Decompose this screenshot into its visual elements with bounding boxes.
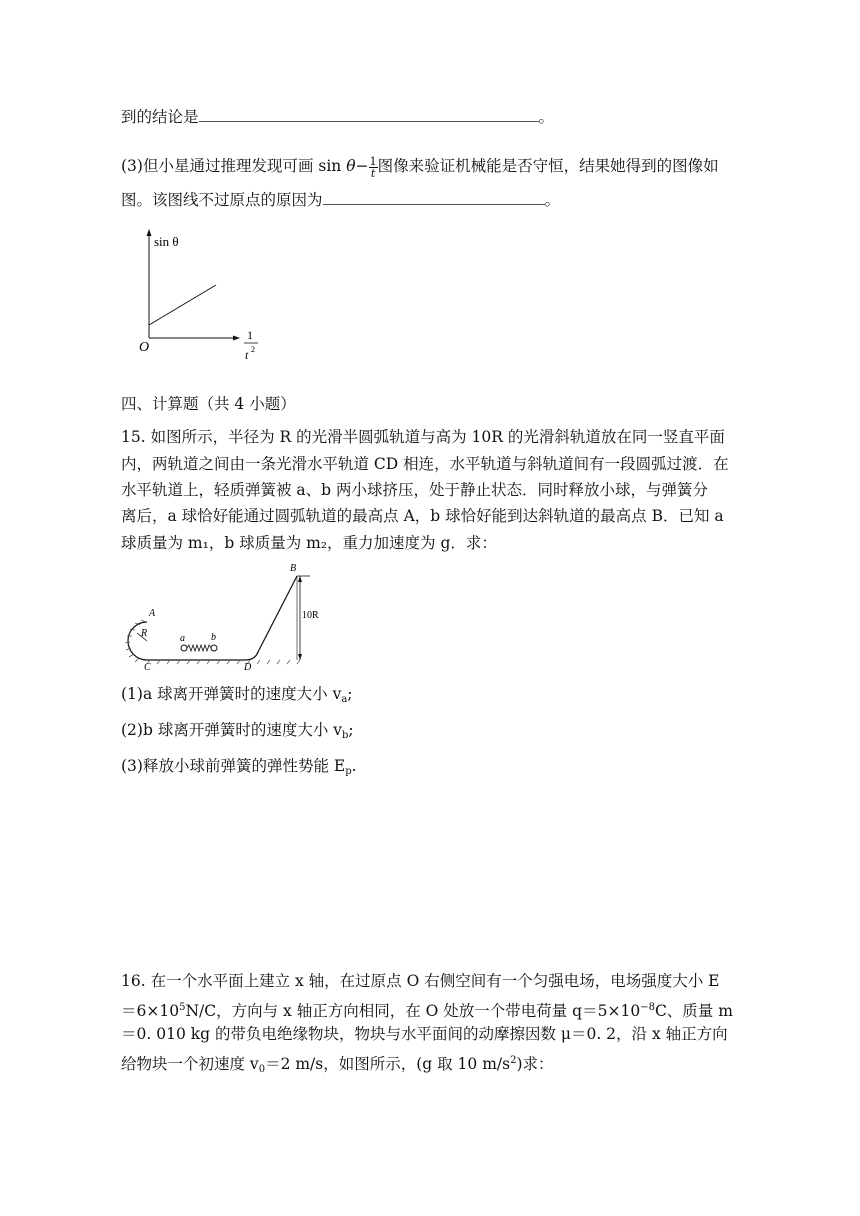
label-A: A bbox=[149, 608, 156, 619]
x-axis-label-sup: 2 bbox=[251, 345, 255, 354]
label-a: a bbox=[180, 633, 185, 644]
q15-sub-1: (1)a 球离开弹簧时的速度大小 $v_a$; bbox=[121, 685, 353, 705]
incline-track bbox=[245, 576, 297, 660]
section-title: 四、计算题（共 4 小题） bbox=[121, 395, 296, 413]
y-axis-label: sin θ bbox=[154, 234, 179, 249]
q15-line-5: 球质量为 m₁，b 球质量为 m₂，重力加速度为 g．求： bbox=[121, 534, 497, 552]
q16-line-3: ＝0. 010 kg 的带负电绝缘物块，物块与水平面间的动摩擦因数 μ＝0. 2，沿 x 轴正方向 bbox=[121, 1025, 728, 1043]
answer-blank-2[interactable] bbox=[323, 189, 545, 205]
q15-sub-2: (2)b 球离开弹簧时的速度大小 $v_b$; bbox=[121, 721, 354, 741]
q16-line-2: $=6\times 10^5N/C$，方向与 x 轴正方向相同，在 O 处放一个带电荷量 $q=5\times 10^{-8}C$、质量 m bbox=[121, 1002, 733, 1020]
q14-part3-line: (3)但小星通过推理发现可画 sin θ− $\frac{1}{t}$ 图像来验证机械能是否守恒，结果她得到的图像如 bbox=[121, 154, 719, 180]
fraction-1-over-t: $\frac{1}{t}$ bbox=[369, 154, 377, 180]
x-axis-arrow bbox=[233, 336, 240, 341]
x-axis-label-den: t bbox=[245, 348, 249, 362]
q14-conclusion-line: 到的结论是 。 bbox=[121, 108, 555, 126]
q16-line-1: 16. 在一个水平面上建立 x 轴，在过原点 O 右侧空间有一个匀强电场，电场强度大小 E bbox=[121, 972, 720, 990]
track-diagram bbox=[125, 560, 325, 672]
origin-label: O bbox=[139, 340, 150, 355]
q15-sub-3: (3)释放小球前弹簧的弹性势能 $E_p$. bbox=[121, 757, 357, 777]
answer-blank-1[interactable] bbox=[199, 106, 539, 122]
q14-reason-line: 图。该图线不过原点的原因为 。 bbox=[121, 191, 561, 209]
label-R: R bbox=[141, 628, 148, 639]
label-D: D bbox=[244, 662, 252, 672]
sin-theta-graph bbox=[136, 228, 266, 368]
graph-line bbox=[149, 285, 216, 325]
x-axis-label-num: 1 bbox=[247, 328, 253, 342]
ball-a bbox=[181, 645, 187, 651]
q16-line-4: 给物块一个初速度 $v_0=2$ m/s，如图所示，(g 取 10 $m/s^2$)求： bbox=[121, 1055, 554, 1075]
label-b: b bbox=[211, 632, 216, 643]
label-C: C bbox=[144, 662, 151, 672]
q15-line-2: 内，两轨道之间由一条光滑水平轨道 CD 相连，水平轨道与斜轨道间有一段圆弧过渡．在 bbox=[121, 455, 729, 473]
y-axis-arrow bbox=[147, 229, 152, 236]
ball-b bbox=[211, 645, 217, 651]
q15-line-1: 15. 如图所示，半径为 R 的光滑半圆弧轨道与高为 10R 的光滑斜轨道放在同一竖直平面 bbox=[121, 428, 725, 446]
q15-line-3: 水平轨道上，轻质弹簧被 a、b 两小球挤压，处于静止状态．同时释放小球，与弹簧分 bbox=[121, 481, 709, 499]
label-B: B bbox=[290, 563, 297, 574]
spring bbox=[187, 645, 211, 651]
label-10R: 10R bbox=[302, 610, 319, 621]
q15-line-4: 离后，a 球恰好能通过圆弧轨道的最高点 A，b 球恰好能到达斜轨道的最高点 B．已知 a bbox=[121, 507, 724, 525]
